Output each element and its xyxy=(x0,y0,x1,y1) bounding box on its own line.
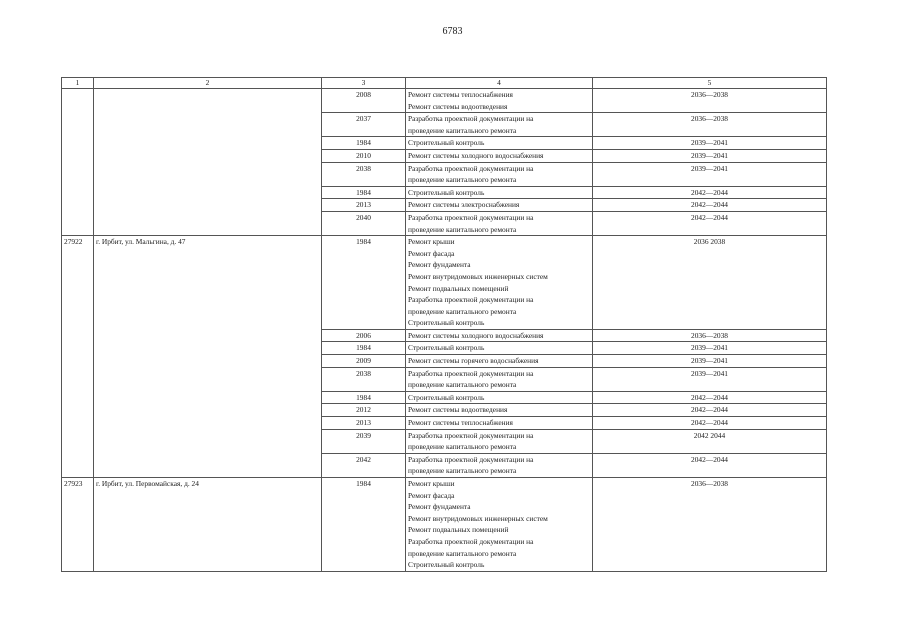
period-cell: 2036 2038 xyxy=(593,236,827,330)
year-cell: 2040 xyxy=(322,211,406,235)
year-cell: 1984 xyxy=(322,186,406,199)
year-cell: 2038 xyxy=(322,162,406,186)
table-row xyxy=(62,236,827,330)
work-item: Ремонт системы электроснабжения xyxy=(408,200,520,210)
works-cell xyxy=(406,186,593,199)
work-item: Ремонт системы теплоснабжения xyxy=(408,90,513,99)
work-item: Строительный контроль xyxy=(408,187,485,197)
work-item: Разработка проектной документации на xyxy=(408,163,534,173)
works-cell xyxy=(406,89,593,113)
header-col-5: 5 xyxy=(593,78,827,89)
page-number: 6783 xyxy=(442,26,463,37)
work-item: Разработка проектной документации на xyxy=(408,114,534,124)
work-item: Ремонт внутридомовых инженерных систем xyxy=(408,271,548,281)
period-cell: 2039—2041 xyxy=(593,162,827,186)
work-item: проведение капитального ремонта xyxy=(408,175,517,185)
work-item: Ремонт крыши xyxy=(408,479,455,488)
work-item: Ремонт подвальных помещений xyxy=(408,283,509,293)
year-cell: 1984 xyxy=(322,391,406,404)
work-item: Строительный контроль xyxy=(408,392,485,402)
period-cell: 2042—2044 xyxy=(593,453,827,477)
building-address-cell xyxy=(94,89,322,236)
year-cell: 2042 xyxy=(322,453,406,477)
period-cell: 2042—2044 xyxy=(593,186,827,199)
year-cell: 2038 xyxy=(322,367,406,391)
work-item: Строительный контроль xyxy=(408,560,485,570)
works-cell xyxy=(406,236,593,330)
period-cell: 2042—2044 xyxy=(593,199,827,212)
year-cell: 1984 xyxy=(322,137,406,150)
work-item: Разработка проектной документации на xyxy=(408,212,534,222)
work-item: Ремонт системы водоотведения xyxy=(408,405,508,415)
work-item: Ремонт крыши xyxy=(408,237,455,247)
building-id-cell: 27922 xyxy=(62,236,94,478)
period-cell: 2042—2044 xyxy=(593,417,827,430)
period-cell: 2036—2038 xyxy=(593,113,827,137)
work-item: Ремонт фундамента xyxy=(408,502,471,512)
works-cell xyxy=(406,453,593,477)
table-row xyxy=(62,89,827,113)
period-cell: 2036—2038 xyxy=(593,329,827,342)
header-col-1: 1 xyxy=(62,78,94,89)
works-cell xyxy=(406,211,593,235)
year-cell: 2008 xyxy=(322,89,406,113)
period-cell: 2042 2044 xyxy=(593,429,827,453)
work-item: Разработка проектной документации на xyxy=(408,454,534,464)
work-item: Ремонт фасада xyxy=(408,490,455,500)
work-item: Ремонт фасада xyxy=(408,248,455,258)
year-cell: 1984 xyxy=(322,478,406,572)
period-cell: 2039—2041 xyxy=(593,367,827,391)
work-item: Ремонт системы холодного водоснабжения xyxy=(408,330,544,340)
header-col-3: 3 xyxy=(322,78,406,89)
works-cell xyxy=(406,342,593,355)
repair-schedule-table xyxy=(61,77,827,572)
period-cell: 2039—2041 xyxy=(593,342,827,355)
work-item: проведение капитального ремонта xyxy=(408,442,517,452)
period-cell: 2036—2038 xyxy=(593,89,827,113)
year-cell: 1984 xyxy=(322,342,406,355)
year-cell: 2039 xyxy=(322,429,406,453)
work-item: Ремонт фундамента xyxy=(408,260,471,270)
period-cell: 2039—2041 xyxy=(593,355,827,368)
period-cell: 2036—2038 xyxy=(593,478,827,572)
period-cell: 2042—2044 xyxy=(593,211,827,235)
year-cell: 2006 xyxy=(322,329,406,342)
work-item: Разработка проектной документации на xyxy=(408,536,534,546)
works-cell xyxy=(406,391,593,404)
work-item: проведение капитального ремонта xyxy=(408,224,517,234)
building-address-cell: г. Ирбит, ул. Первомайская, д. 24 xyxy=(94,478,322,572)
works-cell xyxy=(406,417,593,430)
table-body xyxy=(62,89,827,572)
work-item: Ремонт системы горячего водоснабжения xyxy=(408,356,539,366)
works-cell xyxy=(406,404,593,417)
work-item: Ремонт системы холодного водоснабжения xyxy=(408,150,544,160)
year-cell: 2009 xyxy=(322,355,406,368)
work-item: Строительный контроль xyxy=(408,138,485,148)
building-id-cell xyxy=(62,89,94,236)
work-item: Ремонт внутридомовых инженерных систем xyxy=(408,513,548,523)
year-cell: 2013 xyxy=(322,199,406,212)
header-col-4: 4 xyxy=(406,78,593,89)
period-cell: 2039—2041 xyxy=(593,149,827,162)
work-item: Ремонт подвальных помещений xyxy=(408,525,509,535)
period-cell: 2042—2044 xyxy=(593,404,827,417)
works-cell xyxy=(406,478,593,572)
work-item: Ремонт системы водоотведения xyxy=(408,101,508,111)
work-item: Строительный контроль xyxy=(408,343,485,353)
year-cell: 2010 xyxy=(322,149,406,162)
work-item: Строительный контроль xyxy=(408,318,485,328)
works-cell xyxy=(406,329,593,342)
works-cell xyxy=(406,162,593,186)
building-id-cell: 27923 xyxy=(62,478,94,572)
works-cell xyxy=(406,199,593,212)
works-cell xyxy=(406,137,593,150)
year-cell: 2013 xyxy=(322,417,406,430)
work-item: проведение капитального ремонта xyxy=(408,306,517,316)
year-cell: 2037 xyxy=(322,113,406,137)
period-cell: 2042—2044 xyxy=(593,391,827,404)
work-item: Разработка проектной документации на xyxy=(408,295,534,305)
works-cell xyxy=(406,113,593,137)
work-item: проведение капитального ремонта xyxy=(408,125,517,135)
works-cell xyxy=(406,367,593,391)
table-row xyxy=(62,478,827,572)
table-header xyxy=(62,78,827,89)
work-item: Разработка проектной документации на xyxy=(408,430,534,440)
year-cell: 1984 xyxy=(322,236,406,330)
year-cell: 2012 xyxy=(322,404,406,417)
work-item: Ремонт системы теплоснабжения xyxy=(408,418,513,428)
work-item: проведение капитального ремонта xyxy=(408,548,517,558)
header-row xyxy=(62,78,827,89)
work-item: проведение капитального ремонта xyxy=(408,380,517,390)
works-cell xyxy=(406,149,593,162)
works-cell xyxy=(406,429,593,453)
header-col-2: 2 xyxy=(94,78,322,89)
work-item: Разработка проектной документации на xyxy=(408,368,534,378)
work-item: проведение капитального ремонта xyxy=(408,466,517,476)
period-cell: 2039—2041 xyxy=(593,137,827,150)
works-cell xyxy=(406,355,593,368)
building-address-cell: г. Ирбит, ул. Мальгина, д. 47 xyxy=(94,236,322,478)
